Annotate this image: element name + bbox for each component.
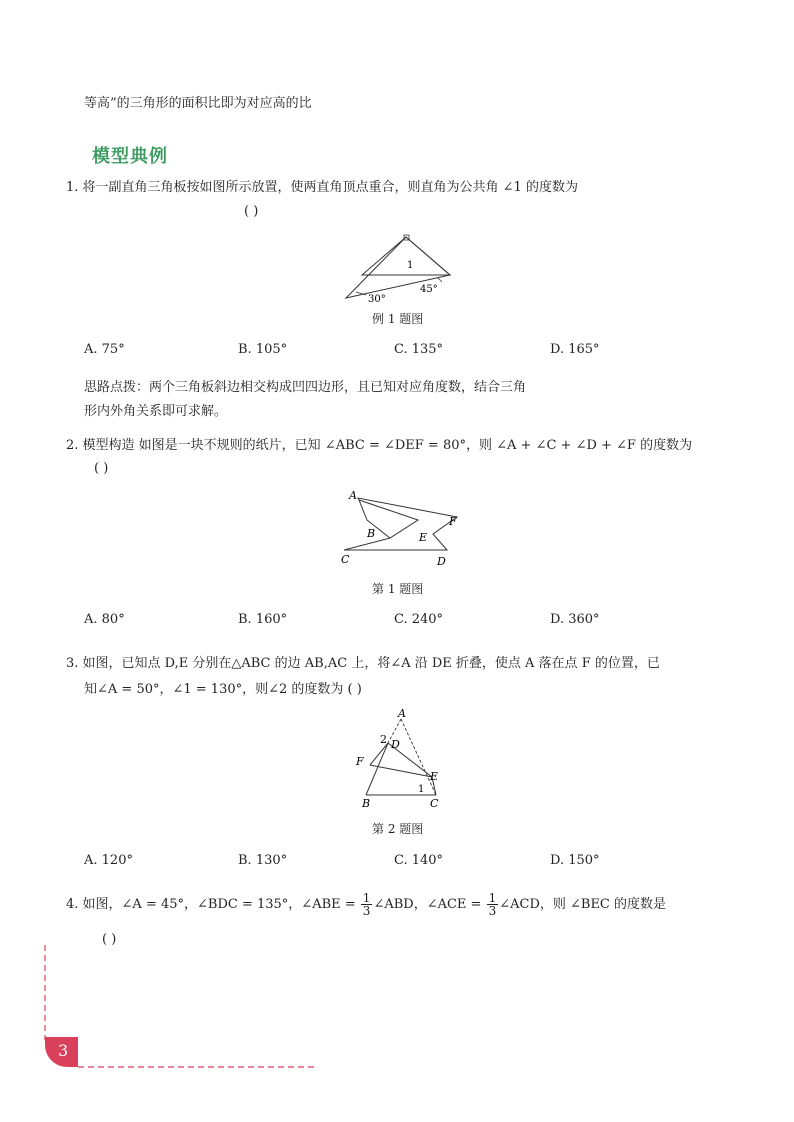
q2-answer-paren: ( )	[94, 461, 109, 476]
q3-choice-d: D. 150°	[550, 853, 600, 868]
q3-label-b: B	[362, 797, 371, 810]
top-text-line: 等高”的三角形的面积比即为对应高的比	[84, 96, 312, 111]
q1-text: 1. 将一副直角三角板按如图所示放置，使两直角顶点重合，则直角为公共角 ∠1 的度数为	[66, 180, 578, 195]
q1-label-1: 1	[407, 260, 414, 271]
page-number: 3	[58, 1041, 69, 1060]
q1-figure-caption: 例 1 题图	[372, 312, 424, 326]
q1-label-30: 30°	[368, 294, 386, 305]
q4-fraction-2-den: 3	[488, 904, 497, 918]
q1-choice-c: C. 135°	[394, 342, 444, 357]
q4-fraction-2-num: 1	[488, 891, 497, 905]
q4-text-b: ∠ABD，∠ACE =	[373, 897, 486, 912]
q3-figure-caption: 第 2 题图	[372, 822, 424, 836]
q3-label-a: A	[398, 707, 406, 720]
q1-hint-line-2: 形内外角关系即可求解。	[84, 404, 228, 419]
q1-label-45: 45°	[420, 284, 438, 295]
q2-label-c: C	[341, 553, 350, 566]
q3-label-2: 2	[380, 733, 387, 746]
q2-choice-a: A. 80°	[84, 612, 125, 627]
q2-label-b: B	[367, 527, 376, 540]
q3-label-d: D	[391, 738, 400, 751]
q1-answer-paren: ( )	[244, 204, 259, 219]
q3-text-line-1: 3. 如图，已知点 D,E 分别在△ABC 的边 AB,AC 上，将∠A 沿 DE 折叠，使点 A 落在点 F 的位置，已	[66, 656, 660, 671]
q4-answer-paren: ( )	[102, 932, 117, 947]
q3-label-c: C	[430, 797, 439, 810]
q2-label-d: D	[437, 555, 446, 568]
q2-choice-b: B. 160°	[238, 612, 288, 627]
q3-choice-a: A. 120°	[84, 853, 133, 868]
q2-figure-caption: 第 1 题图	[372, 582, 424, 596]
q1-hint-line-1: 思路点拨：两个三角板斜边相交构成凹四边形，且已知对应角度数，结合三角	[84, 380, 527, 395]
q3-text-line-2: 知∠A = 50°，∠1 = 130°，则∠2 的度数为 ( )	[84, 682, 362, 697]
q3-choice-b: B. 130°	[238, 853, 288, 868]
q3-label-1: 1	[418, 784, 425, 795]
q2-choice-c: C. 240°	[394, 612, 444, 627]
q1-choice-b: B. 105°	[238, 342, 288, 357]
q2-label-e: E	[419, 531, 428, 544]
q1-choice-d: D. 165°	[550, 342, 600, 357]
q3-choice-c: C. 140°	[394, 853, 444, 868]
q4-fraction-1-den: 3	[362, 904, 371, 918]
q2-text: 2. 模型构造 如图是一块不规则的纸片，已知 ∠ABC = ∠DEF = 80°，则 ∠A + ∠C + ∠D + ∠F 的度数为	[66, 438, 693, 453]
q4-text-a: 4. 如图，∠A = 45°，∠BDC = 135°，∠ABE =	[66, 897, 360, 912]
q2-label-a: A	[349, 489, 357, 502]
q4-text-c: ∠ACD，则 ∠BEC 的度数是	[499, 897, 667, 912]
q3-label-e: E	[430, 770, 439, 783]
q2-label-f: F	[449, 515, 457, 528]
q2-choice-d: D. 360°	[550, 612, 600, 627]
q4-fraction-1-num: 1	[362, 891, 371, 905]
q1-choice-a: A. 75°	[84, 342, 125, 357]
q3-label-f: F	[356, 755, 364, 768]
section-title: 模型典例	[92, 146, 168, 167]
